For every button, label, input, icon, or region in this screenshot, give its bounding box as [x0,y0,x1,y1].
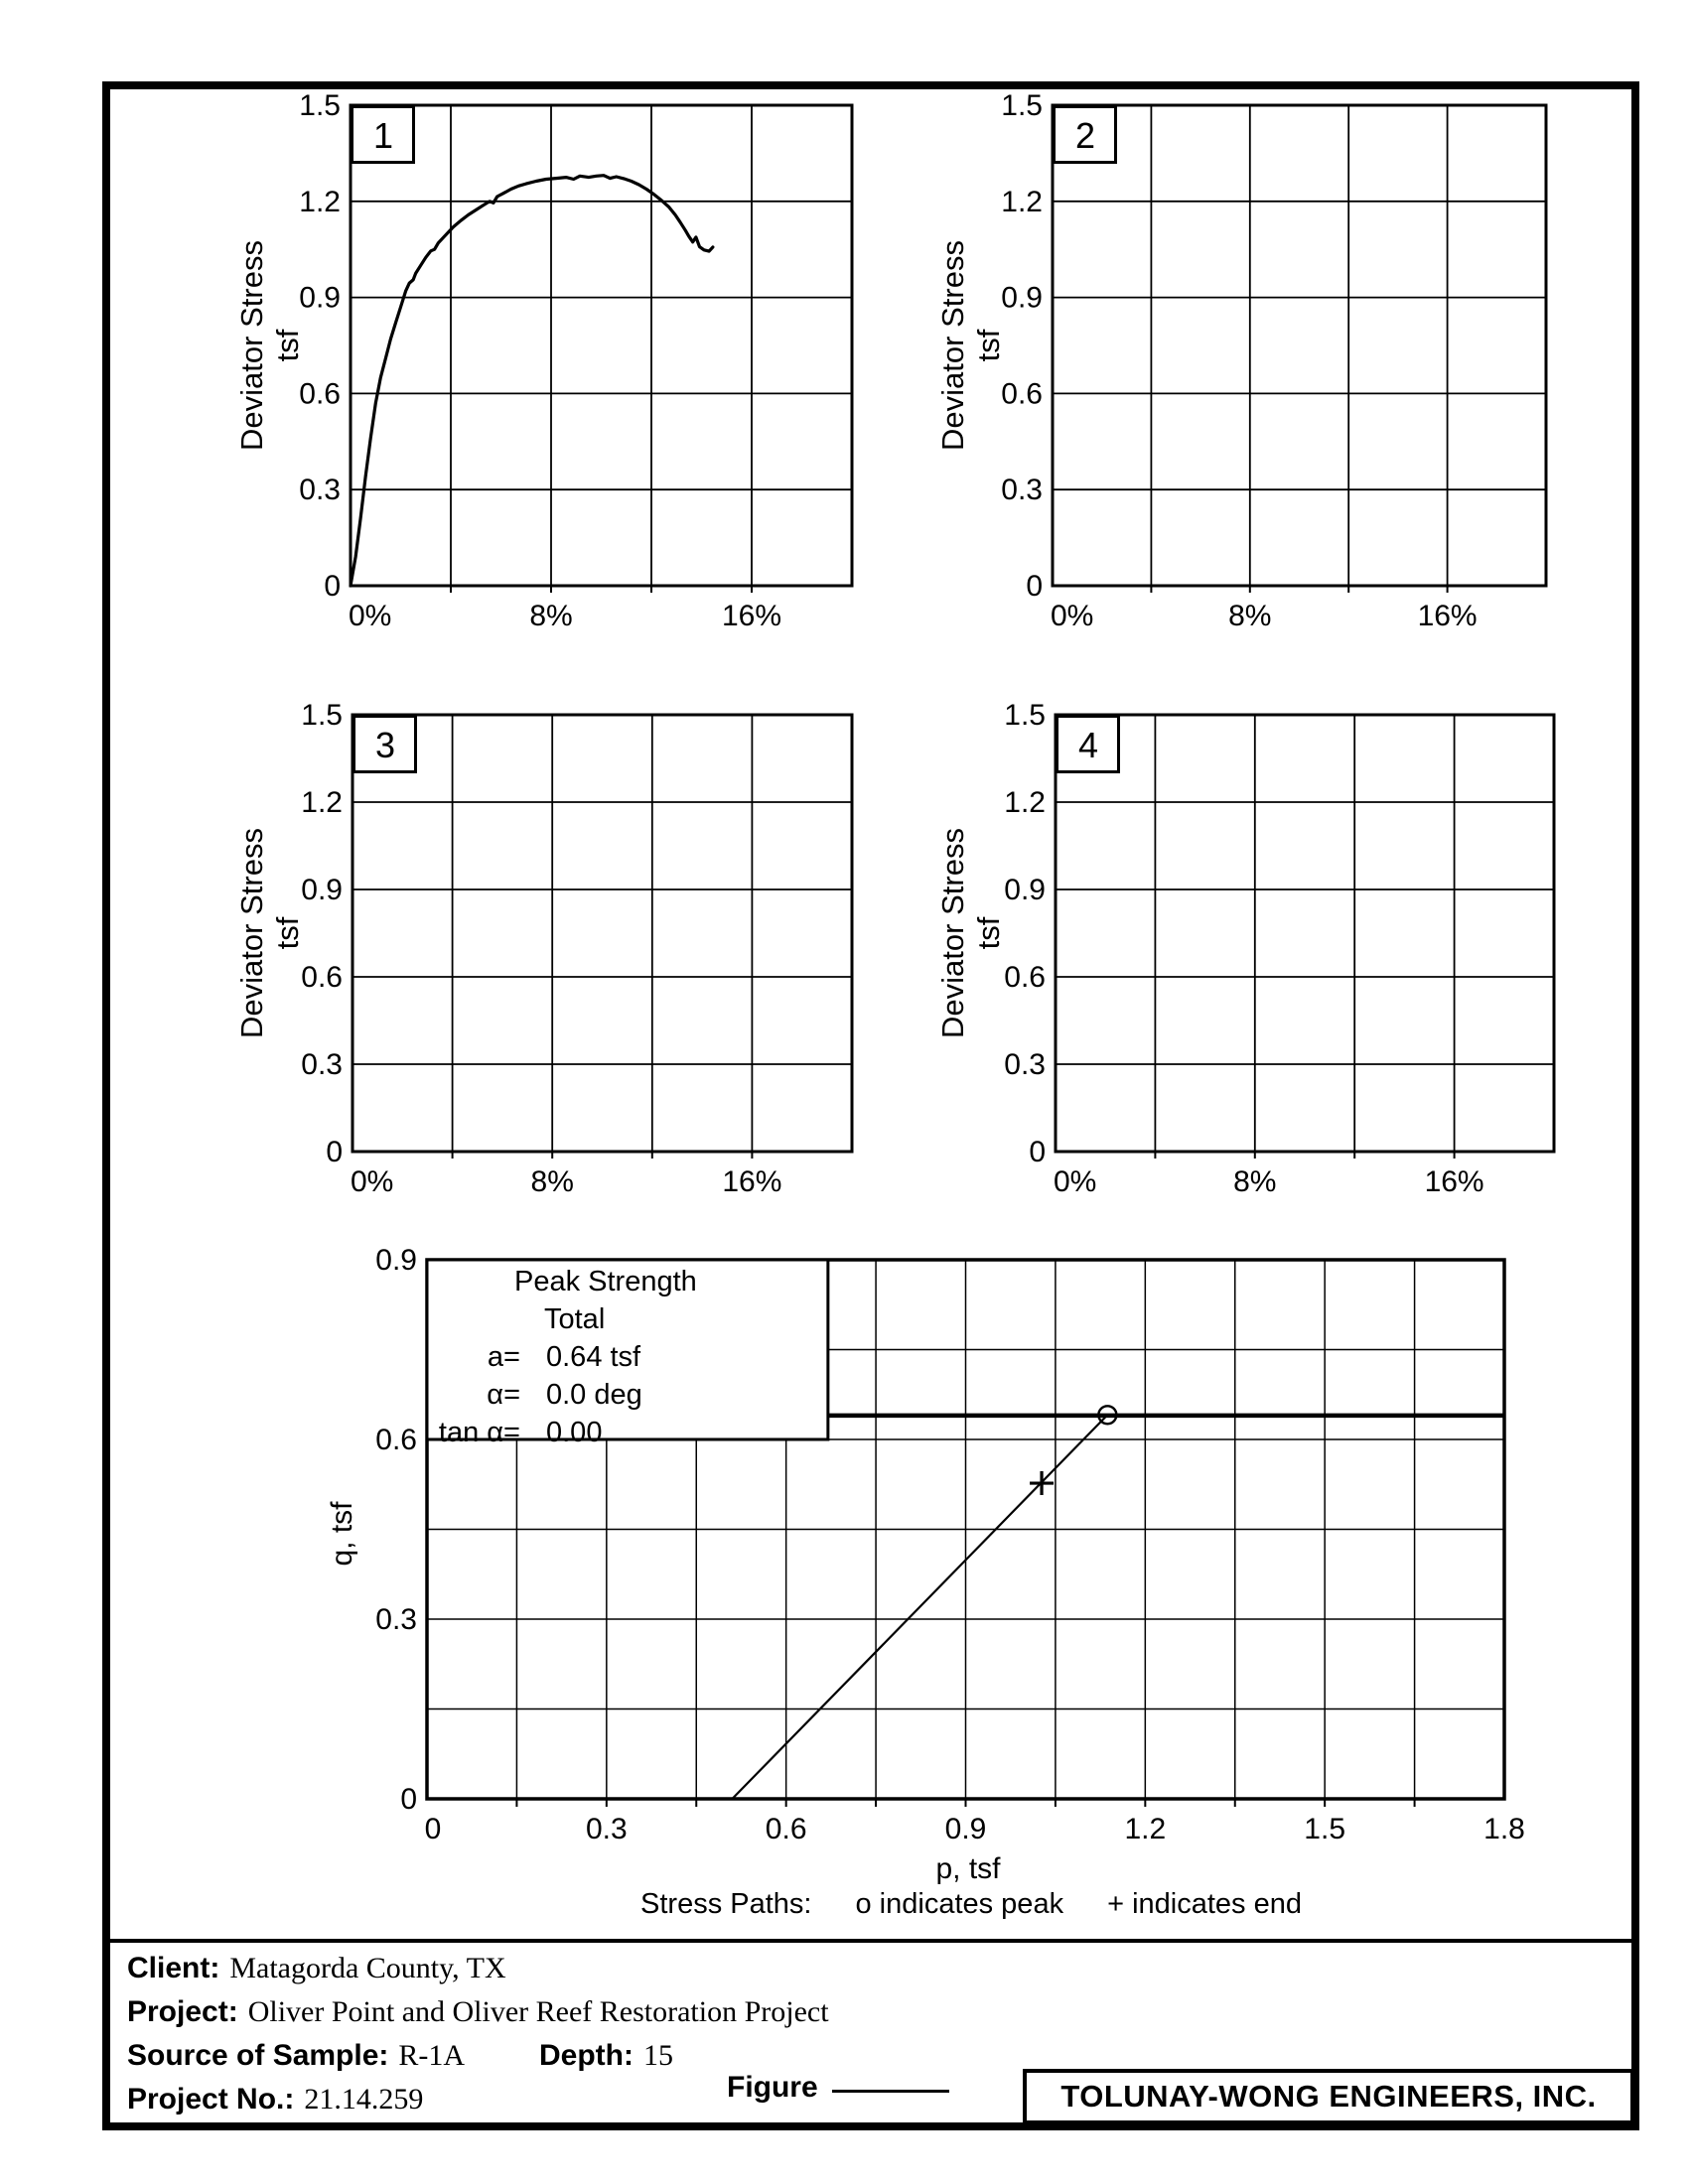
small-chart-3 [301,699,852,1198]
y-tick-label: 0.9 [299,281,341,315]
legend-subtitle: Total [544,1303,606,1335]
source-of-sample-label: Source of Sample: [127,2039,389,2072]
x-tick-label: 0% [351,1165,394,1198]
pq-x-axis-title: p, tsf [935,1852,1001,1885]
figure-blank-line [832,2090,949,2093]
plot-border [1056,715,1554,1152]
project-value: Oliver Point and Oliver Reef Restoration Project [247,1995,829,2028]
y-tick-label: 0.9 [301,874,343,906]
y-tick-label: 0 [1026,570,1043,603]
panel-number: 2 [1074,115,1096,156]
small-chart-1 [299,89,852,632]
source-of-sample-value: R-1A [398,2039,466,2072]
y-tick-label: 0.3 [375,1603,417,1636]
x-tick-label: 16% [721,600,782,632]
peak-strength-legend [429,1263,826,1448]
x-tick-label: 8% [1233,1165,1277,1198]
depth-value: 15 [642,2039,673,2072]
x-tick-label: 0% [1051,600,1094,632]
y-tick-label: 0.3 [1001,474,1043,507]
client-value: Matagorda County, TX [229,1952,506,1984]
plot-border [1053,105,1546,586]
figure-field [727,2071,949,2105]
y-tick-label: 0 [324,570,341,603]
legend-row-tan-alpha: tan α= 0.00 [438,1417,603,1448]
x-tick-label: 1.8 [1483,1813,1525,1845]
y-tick-label: 1.2 [301,786,343,819]
chart3-y-axis-title: Deviator Stress tsf [234,828,305,1038]
panel-number: 4 [1077,725,1099,765]
y-tick-label: 1.5 [299,89,341,122]
y-tick-label: 1.2 [1004,786,1046,819]
y-tick-label: 0 [326,1136,343,1168]
x-tick-label: 0% [1054,1165,1097,1198]
project-row [127,1995,829,2029]
caption-peak-legend: o indicates peak [855,1888,1064,1920]
x-tick-label: 8% [530,1165,574,1198]
y-tick-label: 0.6 [299,377,341,411]
y-tick-label: 1.2 [299,185,341,218]
panel-number: 3 [374,725,396,765]
x-tick-label: 0 [424,1813,442,1845]
deviator-stress-curve [351,176,713,586]
chart2-y-axis-title: Deviator Stress tsf [935,240,1006,451]
client-label: Client: [127,1952,220,1984]
chart4-y-axis-title: Deviator Stress tsf [935,828,1006,1038]
y-tick-label: 1.5 [1004,699,1046,732]
x-tick-label: 0.6 [765,1813,807,1845]
x-tick-label: 16% [1417,600,1478,632]
source-of-sample-row [127,2039,465,2073]
caption-end-legend: + indicates end [1107,1888,1302,1920]
y-tick-label: 0.3 [301,1048,343,1081]
x-tick-label: 0.9 [944,1813,987,1845]
y-tick-label: 0.6 [375,1424,417,1456]
legend-row-a: a= 0.64 tsf [487,1341,641,1373]
x-tick-label: 0% [349,600,392,632]
project-no-row [127,2083,423,2116]
y-tick-label: 0.9 [375,1244,417,1277]
small-chart-4 [1004,699,1554,1198]
pq-y-axis-title: q, tsf [326,1501,358,1567]
y-tick-label: 1.2 [1001,185,1043,218]
y-tick-label: 0.6 [1004,961,1046,994]
x-tick-label: 16% [1424,1165,1484,1198]
project-no-value: 21.14.259 [304,2083,424,2116]
legend-row-alpha: α= 0.0 deg [487,1379,642,1411]
y-tick-label: 0.3 [299,474,341,507]
project-no-label: Project No.: [127,2083,295,2116]
x-tick-label: 8% [1228,600,1272,632]
client-row [127,1952,506,1985]
stress-path-caption [640,1888,1302,1921]
y-tick-label: 0.3 [1004,1048,1046,1081]
legend-title: Peak Strength [514,1266,697,1297]
small-chart-2 [1001,89,1546,632]
x-tick-label: 8% [529,600,573,632]
y-tick-label: 0.9 [1004,874,1046,906]
y-tick-label: 0 [1029,1136,1046,1168]
y-tick-label: 0.6 [301,961,343,994]
y-tick-label: 0 [400,1783,417,1816]
y-tick-label: 1.5 [301,699,343,732]
panel-number: 1 [372,115,394,156]
chart1-y-axis-title: Deviator Stress tsf [234,240,305,451]
x-tick-label: 16% [722,1165,782,1198]
project-label: Project: [127,1995,238,2028]
depth-label: Depth: [539,2039,634,2072]
y-tick-label: 0.9 [1001,281,1043,315]
stress-path-line [732,1415,1107,1799]
plot-border [351,105,852,586]
figure-label: Figure [727,2071,818,2104]
x-tick-label: 1.5 [1304,1813,1346,1845]
company-title-box: TOLUNAY-WONG ENGINEERS, INC. [1023,2069,1634,2124]
x-tick-label: 0.3 [585,1813,628,1845]
y-tick-label: 0.6 [1001,377,1043,411]
depth-row [539,2039,673,2073]
plot-border [352,715,852,1152]
y-tick-label: 1.5 [1001,89,1043,122]
x-tick-label: 1.2 [1124,1813,1167,1845]
footer-separator-line [110,1939,1631,1943]
caption-prefix: Stress Paths: [640,1888,812,1920]
